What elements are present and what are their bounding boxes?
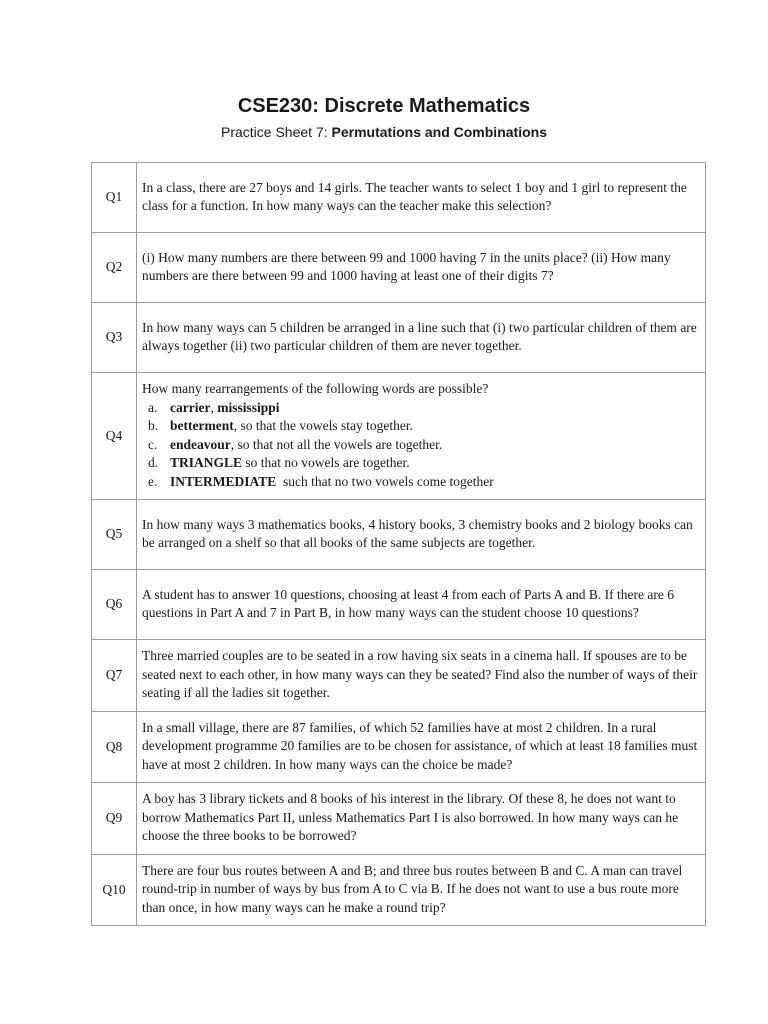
list-marker: d. xyxy=(148,455,159,470)
list-word: INTERMEDIATE xyxy=(170,473,277,489)
questions-table xyxy=(91,162,706,926)
question-intro: How many rearrangements of the following words are possible? xyxy=(142,381,489,396)
subtitle-topic: Permutations and Combinations xyxy=(331,124,547,140)
question-number: Q3 xyxy=(92,303,137,373)
question-text: In a class, there are 27 boys and 14 girls. The teacher wants to select 1 boy and 1 girl to represent the class for a function. In how many ways can the teacher make this selection? xyxy=(137,163,706,233)
question-text: (i) How many numbers are there between 99 and 1000 having 7 in the units place? (ii) How many numbers are there between 99 and 1000 having at least one of their digits 7? xyxy=(137,233,706,303)
question-row-q2 xyxy=(92,233,706,303)
question-row-q6 xyxy=(92,570,706,640)
list-item xyxy=(148,417,699,436)
list-condition: so that no vowels are together. xyxy=(242,455,410,470)
list-marker: e. xyxy=(148,473,158,489)
document-subtitle xyxy=(0,122,768,142)
question-body xyxy=(137,373,706,500)
list-marker: a. xyxy=(148,399,158,415)
question-number: Q10 xyxy=(92,854,137,926)
question-text: In how many ways 3 mathematics books, 4 history books, 3 chemistry books and 2 biology books can be arranged on a shelf so that all books of the same subjects are together. xyxy=(137,500,706,570)
question-row-q9 xyxy=(92,783,706,855)
list-word: endeavour xyxy=(170,436,231,452)
list-item xyxy=(148,436,699,455)
subtitle-prefix: Practice Sheet 7: xyxy=(221,124,332,140)
question-text: Three married couples are to be seated in a row having six seats in a cinema hall. If spouses are to be seated next to each other, in how many ways can they be seated? Find also the number of ways of their seating if all the ladies sit together. xyxy=(137,640,706,712)
question-number: Q9 xyxy=(92,783,137,855)
question-row-q5 xyxy=(92,500,706,570)
question-row-q1 xyxy=(92,163,706,233)
word-list xyxy=(142,399,699,492)
question-text: There are four bus routes between A and B; and three bus routes between B and C. A man can travel round-trip in number of ways by bus from A to C via B. If he does not want to use a bus route more than once, in how many ways can he make a round trip? xyxy=(137,854,706,926)
question-row-q4 xyxy=(92,373,706,500)
list-item xyxy=(148,473,699,492)
question-number: Q5 xyxy=(92,500,137,570)
question-number: Q4 xyxy=(92,373,137,500)
question-text: In a small village, there are 87 families, of which 52 families have at most 2 children. In a rural development programme 20 families are to be chosen for assistance, of which at least 18 families must have at most 2 children. In how many ways can the choice be made? xyxy=(137,711,706,783)
list-item xyxy=(148,399,699,418)
list-word: carrier xyxy=(170,399,211,415)
list-marker: b. xyxy=(148,418,159,433)
question-row-q7 xyxy=(92,640,706,712)
question-number: Q1 xyxy=(92,163,137,233)
list-word: betterment xyxy=(170,418,234,433)
list-marker: c. xyxy=(148,436,158,452)
list-item xyxy=(148,454,699,473)
question-text: A student has to answer 10 questions, choosing at least 4 from each of Parts A and B. If there are 6 questions in Part A and 7 in Part B, in how many ways can the student choose 10 questions? xyxy=(137,570,706,640)
question-number: Q8 xyxy=(92,711,137,783)
question-row-q10 xyxy=(92,854,706,926)
list-condition: such that no two vowels come together xyxy=(276,473,494,489)
question-number: Q6 xyxy=(92,570,137,640)
question-row-q3 xyxy=(92,303,706,373)
list-condition: , so that not all the vowels are together. xyxy=(230,436,443,452)
question-text: In how many ways can 5 children be arranged in a line such that (i) two particular children of them are always together (ii) two particular children of them are never together. xyxy=(137,303,706,373)
list-separator: , xyxy=(210,399,218,415)
document-title: CSE230: Discrete Mathematics xyxy=(237,95,531,117)
list-word: TRIANGLE xyxy=(170,455,243,470)
list-condition: , so that the vowels stay together. xyxy=(233,418,413,433)
question-row-q8 xyxy=(92,711,706,783)
question-number: Q2 xyxy=(92,233,137,303)
question-number: Q7 xyxy=(92,640,137,712)
list-word-second: mississippi xyxy=(217,399,280,415)
question-text: A boy has 3 library tickets and 8 books of his interest in the library. Of these 8, he does not want to borrow Mathematics Part II, unless Mathematics Part I is also borrowed. In how many ways can he choose the three books to be borrowed? xyxy=(137,783,706,855)
